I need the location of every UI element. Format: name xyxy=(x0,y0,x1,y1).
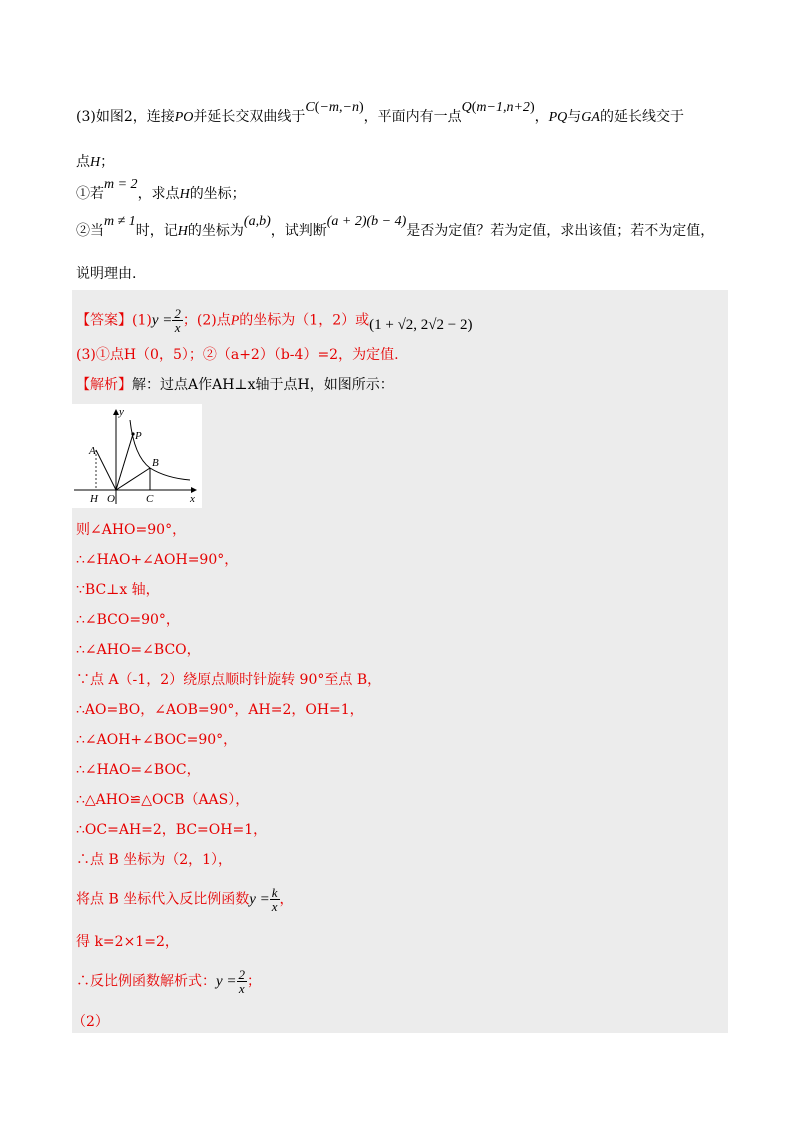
text: ； xyxy=(100,154,115,170)
answer-tag: 【答案】 xyxy=(76,312,132,329)
analysis-step: 则∠AHO=90°， xyxy=(76,522,187,538)
analysis-step: ∴AO=BO，∠AOB=90°，AH=2，OH=1， xyxy=(76,702,364,718)
text: 的坐标为 xyxy=(187,223,244,239)
analysis-step: ∴∠AOH+∠BOC=90°， xyxy=(76,732,238,748)
analysis-tag: 【解析】 xyxy=(76,377,132,393)
text: 的坐标为（1，2）或 xyxy=(239,312,370,329)
text: 的坐标； xyxy=(189,186,246,202)
substitute-line xyxy=(76,886,294,913)
text: ； xyxy=(247,973,262,990)
question-line-2 xyxy=(76,152,114,173)
text: ，求点 xyxy=(137,186,180,202)
text-h: H xyxy=(90,155,101,170)
analysis-intro xyxy=(76,375,394,395)
point-q-math: Q(m−1,n+2) xyxy=(461,100,535,115)
text: (3)如图2，连接 xyxy=(76,109,175,125)
frac-num: 2 xyxy=(238,967,246,982)
label-a: A xyxy=(89,445,96,457)
math-y-eq: y = xyxy=(216,973,237,990)
text: 点 xyxy=(76,154,90,170)
label-o: O xyxy=(107,493,115,505)
q-args: m−1,n+2 xyxy=(476,100,530,115)
analysis-step: ∴点 B 坐标为（2，1）， xyxy=(76,852,233,868)
fraction xyxy=(172,307,183,334)
text: 并延长交双曲线于 xyxy=(193,109,306,125)
text: 与 xyxy=(567,109,582,125)
text: 解：过点A作AH⊥x轴于点H，如图所示： xyxy=(132,377,394,393)
segment-op xyxy=(116,434,133,490)
label-c: C xyxy=(305,100,315,115)
text: ②当 xyxy=(76,223,104,239)
text: ，平面内有一点 xyxy=(363,109,462,125)
k-value-line: 得 k=2×1=2， xyxy=(76,934,179,950)
text: 将点 B 坐标代入反比例函数 xyxy=(76,891,250,908)
math-expression: (a + 2)(b − 4) xyxy=(326,214,407,229)
answer-panel xyxy=(72,290,728,1033)
text: ①若 xyxy=(76,186,104,202)
frac-num: 2 xyxy=(174,306,181,321)
text-h: H xyxy=(177,224,188,239)
c-args: −m,−n xyxy=(319,100,359,115)
text-p: P xyxy=(230,313,240,329)
math-coords: (1 + √2, 2√2 − 2) xyxy=(369,316,473,333)
text: 时，记 xyxy=(135,223,178,239)
label-y: y xyxy=(119,406,124,418)
frac-den: x xyxy=(271,899,278,914)
text-h: H xyxy=(179,187,190,202)
analysis-step: ∴∠AHO=∠BCO， xyxy=(76,642,201,658)
point-c-math: C(−m,−n) xyxy=(305,100,364,115)
math-y-eq: y = xyxy=(151,312,173,329)
question-line-1 xyxy=(76,100,684,128)
label-c: C xyxy=(146,493,154,505)
answer-line-2: (3)①点H（0，5）；②（a+2）（b-4）=2，为定值. xyxy=(76,347,399,363)
text: ， xyxy=(279,891,294,908)
analysis-step: ∴∠HAO=∠BOC， xyxy=(76,762,201,778)
label-b: B xyxy=(152,457,159,469)
analysis-step: ∵BC⊥x 轴， xyxy=(76,582,160,598)
analysis-step: ∴∠HAO+∠AOH=90°， xyxy=(76,552,239,568)
answer-line-1 xyxy=(76,307,472,334)
math-m-equals-2: m = 2 xyxy=(104,177,138,192)
frac-den: x xyxy=(174,320,181,335)
label-h: H xyxy=(90,493,98,505)
question-line-4 xyxy=(76,214,715,242)
label-q: Q xyxy=(461,100,472,115)
text-ga: GA xyxy=(581,110,600,125)
text: ∴反比例函数解析式： xyxy=(76,973,216,990)
segment-ao xyxy=(96,450,116,490)
fraction-2-x xyxy=(237,968,248,995)
text: ，试判断 xyxy=(270,223,327,239)
frac-den: x xyxy=(238,981,245,996)
analysis-step: ∴∠BCO=90°， xyxy=(76,612,180,628)
label-p: P xyxy=(135,430,142,442)
math-m-not-1: m ≠ 1 xyxy=(104,214,136,229)
analysis-step: ∴OC=AH=2，BC=OH=1， xyxy=(76,822,268,838)
figure-svg xyxy=(70,404,202,508)
text: ， xyxy=(534,109,549,125)
final-expression-line xyxy=(76,968,261,995)
math-y-eq: y = xyxy=(249,891,270,908)
text: 的延长线交于 xyxy=(599,109,684,125)
analysis-step: ∵点 A（-1，2）绕原点顺时针旋转 90°至点 B， xyxy=(76,672,382,688)
text-po: PO xyxy=(174,110,194,125)
label-x: x xyxy=(190,493,195,505)
part-2-label: （2） xyxy=(72,1014,109,1030)
hyperbola-curve xyxy=(130,420,190,480)
text: ；(2)点 xyxy=(182,312,231,329)
question-line-5: 说明理由. xyxy=(76,266,137,282)
geometry-figure xyxy=(70,404,202,508)
text: (1) xyxy=(132,312,152,329)
text-pq: PQ xyxy=(548,110,568,125)
analysis-step: ∴△AHO≌△OCB（AAS）， xyxy=(76,792,250,808)
frac-num: k xyxy=(271,885,278,900)
segment-ob xyxy=(116,468,150,490)
text: 是否为定值？若为定值，求出该值；若不为定值， xyxy=(406,223,715,239)
question-line-3 xyxy=(76,177,246,205)
fraction-k-x xyxy=(270,886,280,913)
math-a-b: (a,b) xyxy=(243,214,271,229)
